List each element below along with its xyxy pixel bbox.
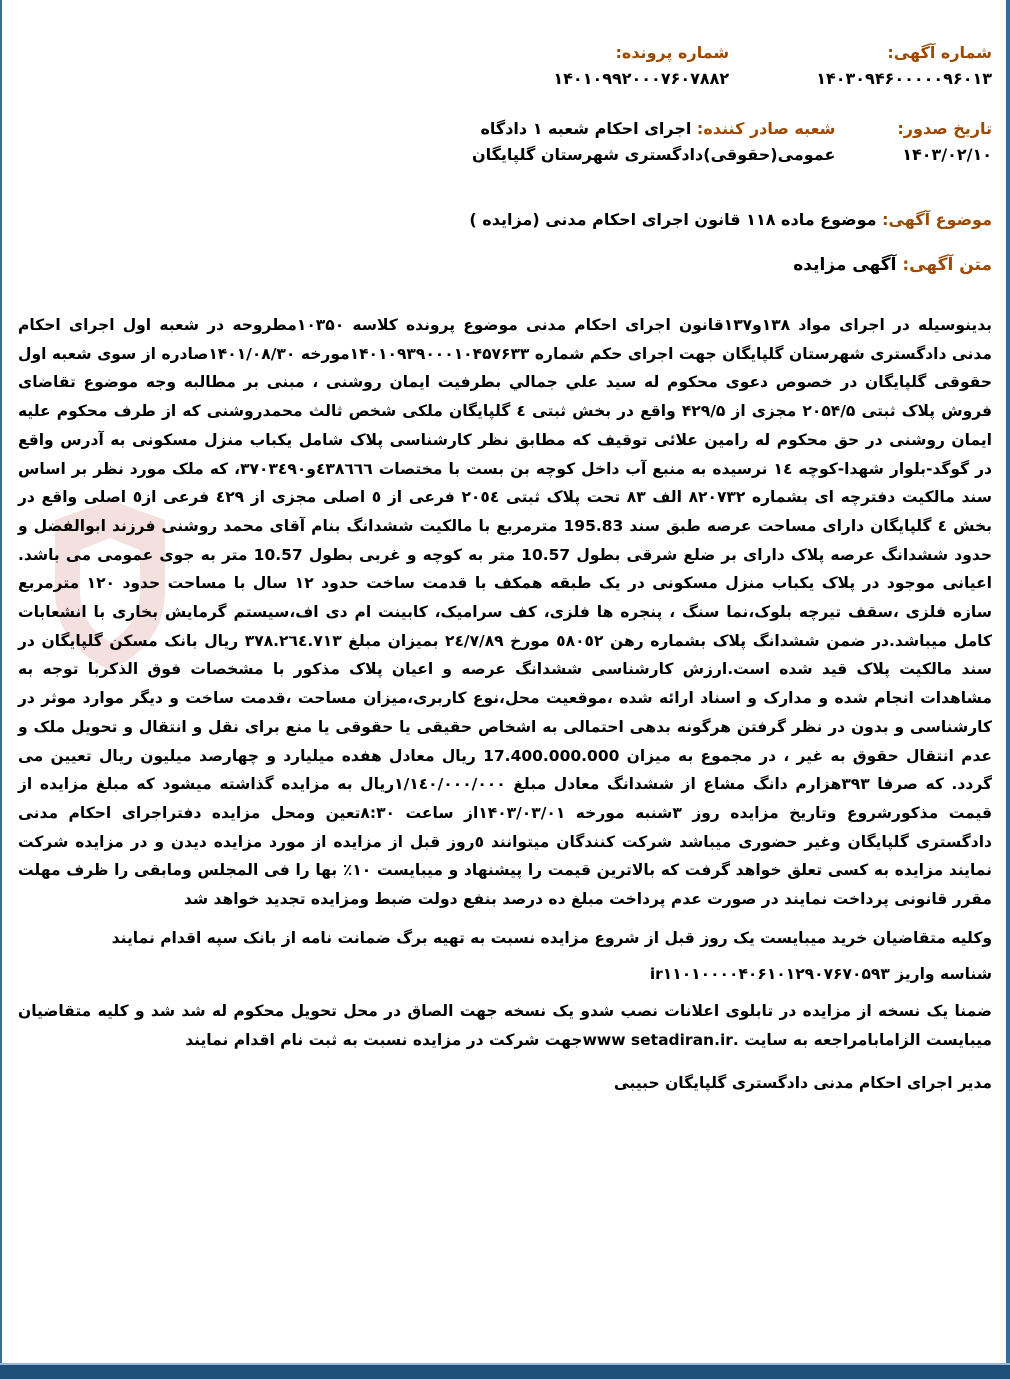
issue-date-value: ۱۴۰۳/۰۲/۱۰ xyxy=(902,145,992,164)
issuer-value: اجرای احکام شعبه ۱ دادگاه عمومی(حقوقی)دادگستری شهرستان گلپایگان xyxy=(471,119,836,164)
signature: مدیر اجرای احکام مدنی دادگستری گلپایگان حبیبی xyxy=(613,1073,992,1092)
notice-number-label: شماره آگهی: xyxy=(887,43,992,62)
notice-number xyxy=(729,40,992,92)
notice-body xyxy=(18,311,992,1097)
bottom-bar xyxy=(0,1363,1010,1379)
issuer xyxy=(448,116,835,168)
subject xyxy=(18,210,992,229)
issue-row xyxy=(18,116,992,168)
body-posting-paragraph: ضمنا یک نسخه از مزایده در تابلوی اعلانات نصب شدو یک نسخه جهت الصاق در محل تحویل محکوم له شد شد و کلیه متقاضیان میبایست الزامابامراجعه به سایت .www setadiran.irجهت شرکت در مزایده نسبت به ثبت نام اقدام نمایند xyxy=(18,1002,992,1049)
notice-number-value: ۱۴۰۳۰۹۴۶۰۰۰۰۰۹۶۰۱۳ xyxy=(816,69,992,88)
body-deposit-id: شناسه واریز ir۱۱۰۱۰۰۰۰۴۰۶۱۰۱۲۹۰۷۶۷۰۵۹۳ xyxy=(649,965,992,984)
subject-value: موضوع ماده ۱۱۸ قانون اجرای احکام مدنی (مزایده ) xyxy=(469,210,877,229)
body-bank-paragraph: وکلیه متقاضیان خرید میبایست یک روز قبل از شروع مزایده نسبت به تهیه برگ ضمانت نامه از بانک سپه اقدام نمایند xyxy=(111,928,992,947)
issuer-label: شعبه صادر کننده: xyxy=(696,119,836,138)
notice-header-row xyxy=(18,40,992,92)
ad-text-label: متن آگهی: xyxy=(902,255,992,275)
ad-text xyxy=(18,255,992,275)
case-number-label: شماره پرونده: xyxy=(615,43,730,62)
ad-text-value: آگهی مزایده xyxy=(793,255,897,275)
case-number xyxy=(458,40,729,92)
case-number-value: ۱۴۰۱۰۹۹۲۰۰۰۷۶۰۷۸۸۲ xyxy=(553,69,730,88)
notice-content xyxy=(18,40,992,1107)
issue-date-label: تاریخ صدور: xyxy=(897,119,992,138)
body-main-paragraph: بدینوسیله در اجرای مواد ۱۳۸و۱۳۷قانون اجرای احکام مدنی موضوع پرونده کلاسه ۱۰۳۵۰مطروحه در شعبه اول اجرای احکام مدنی دادگستری شهرستان گلپایگان جهت اجرای حکم شماره ۱۴۰۱۰۹۳۹۰۰۰۱۰۴۵۷۶۳۳مورخه ۱۴۰۱/۰۸/۳۰صادره از سوی شعبه اول حقوقی گلپایگان در خصوص دعوی محکوم له سید علي جمالي بطرفيت ايمان روشنی ، مبنی بر مطالبه وجه موضوع تقاضای فروش پلاک ثبتی ۲۰۵۴/۵ مجزی از ۴۲۹/۵ واقع در بخش ثبتی ٤ گلپایگان ملکی شخص ثالث محمدروشنی که از طرف محکوم علیه ایمان روشنی در حق محکوم له رامین علائی توقیف که مطابق نظر کارشناسی پلاک شامل یکباب منزل مسکونی به آدرس واقع در گوگد-بلوار شهدا-کوچه ١٤ نرسیده به منبع آب داخل کوچه بن بست با مختصات ٤٣٨٦٦٦و٣٧٠٣٤٩٠، که ملک مورد نظر بر اساس سند مالکیت دفترچه ای بشماره ۸۲۰۷۳۲ الف ۸۳ تحت پلاک ثبتی ۲۰٥٤ فرعی از ٥ اصلی مجزی از ٤۲۹ فرعی از٥ اصلی واقع در بخش ٤ گلپایگان دارای مساحت عرصه طبق سند 195.83 مترمربع با مالکیت ششدانگ بنام آقای محمد روشنی فرزند ابوالفضل و حدود ششدانگ عرصه پلاک دارای بر ضلع شرقی بطول 10.57 متر به کوچه و غربی بطول 10.57 متر به جوی عمومی می باشد. اعیانی موجود در پلاک یکباب منزل مسکونی در یک طبقه همکف با قدمت ساخت حدود ١٢ سال با مساحت حدود ١٢٠ مترمربع سازه فلزی ،سقف تیرچه بلوک،نما سنگ ، پنجره ها فلزی، کف سرامیک، کابینت ام دی اف،سیستم گرمایش بخاری با انشعابات کامل میباشد.در ضمن ششدانگ پلاک بشماره رهن ٥٨٠٥٢ مورخ ٢٤/٧/٨٩ بمیزان مبلغ ٣٧٨.٢٦٤.٧١٣ ریال بانک مسکن گلپایگان در سند مالکیت پلاک قید شده است.ارزش کارشناسی ششدانگ عرصه و اعیان پلاک مذکور با مشخصات فوق الذکربا توجه به مشاهدات انجام شده و مدارک و اسناد ارائه شده ،موقعیت محل،نوع کاربری،میزان مساحت ،قدمت ساخت و دیگر موارد موثر در کارشناسی و بدون در نظر گرفتن هرگونه بدهی احتمالی به اشخاص حقیقی یا حقوقی یا منع برای نقل و انتقال و تحویل ملک و عدم انتقال حقوق به غیر ، در مجموع به میزان 17.400.000.000 ریال معادل هفده میلیارد و چهارصد میلیون ریال تعیین می گردد. که صرفا ٣٩٣هزارم دانگ مشاع از ششدانگ معادل مبلغ ١/١٤٠/٠٠٠/٠٠٠ریال به مزایده گذاشته میشود که مبلغ مزایده از قیمت مذکورشروع وتاریخ مزایده روز ۳شنبه مورخه ۱۴۰۳/۰۳/۰۱از ساعت ۸:۳۰تعین ومحل مزایده دفتراجرای احکام مدنی دادگستری گلپایگان وغیر حضوری میباشد شرکت کنندگان میتوانند ٥روز قبل از مزایده از مورد مزایده دیدن و در مزایده شرکت نمایند مزایده به کسی تعلق خواهد گرفت که بالاترین قیمت را پیشنهاد و میبایست ۱۰٪ بها را فی المجلس ومابقی را ظرف مهلت مقرر قانونی پرداخت نمایند در صورت عدم پرداخت مبلغ ده درصد بنفع دولت ضبط ومزایده تجدید خواهد شد xyxy=(18,316,993,909)
issue-date xyxy=(835,116,992,168)
subject-label: موضوع آگهی: xyxy=(882,210,992,229)
